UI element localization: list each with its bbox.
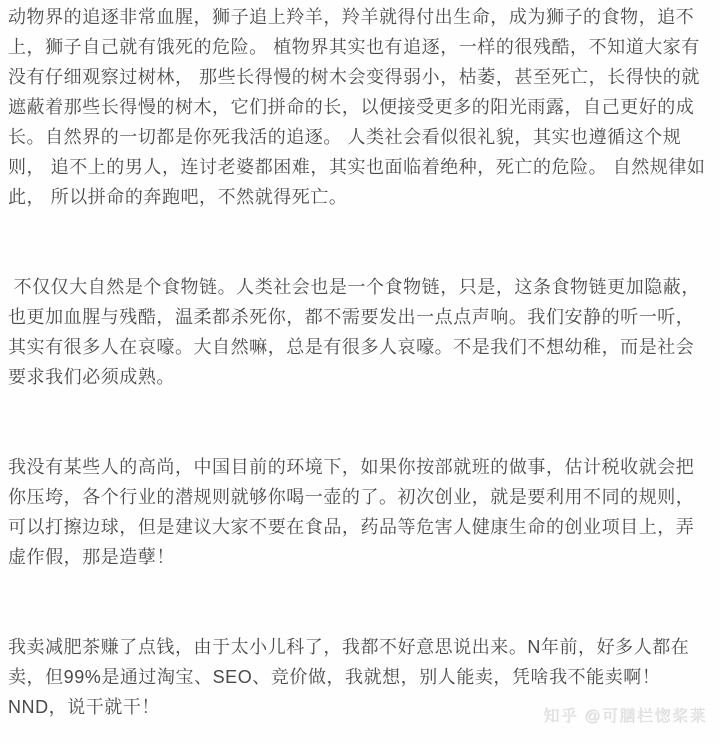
zhihu-watermark [543, 703, 707, 726]
zhihu-brand-label: 知乎 [543, 708, 579, 725]
paragraph-startup-rules: 我没有某些人的高尚，中国目前的环境下，如果你按部就班的做事，估计税收就会把你压垮，各个行业的潜规则就够你喝一壶的了。初次创业，就是要利用不同的规则，可以打擦边球，但是建议大家不要在食品，药品等危害人健康生命的创业项目上，弄虚作假，那是造孽！ [8, 457, 695, 567]
paragraph-diet-tea: 我卖减肥茶赚了点钱，由于太小儿科了，我都不好意思说出来。N年前，好多人都在卖，但99%是通过淘宝、SEO、竞价做，我就想，别人能卖，凭啥我不能卖啊！NND，说干就干！ [8, 637, 690, 717]
watermark-author-handle: @可膳栏惚桨莱 [584, 708, 707, 725]
paragraph-animal-chase: 动物界的追逐非常血腥，狮子追上羚羊，羚羊就得付出生命，成为狮子的食物，追不上，狮子自己就有饿死的危险。 植物界其实也有追逐，一样的很残酷，不知道大家有没有仔细观察过树林， 那些长得慢的树木会变得弱小，枯萎，甚至死亡，长得快的就遮蔽着那些长得慢的树木，它们拼命的长，以便接受更多的阳光雨露，自己更好的成长。自然界的一切都是你死我活的追逐。 人类社会看似很礼貌，其实也遵循这个规则， 追不上的男人，连讨老婆都困难，其实也面临着绝种，死亡的危险。 自然规律如此， 所以拼命的奔跑吧，不然就得死亡。 [8, 7, 706, 207]
paragraph-food-chain: 不仅仅大自然是个食物链。人类社会也是一个食物链，只是，这条食物链更加隐蔽，也更加血腥与残酷，温柔都杀死你，都不需要发出一点点声响。我们安静的听一听，其实有很多人在哀嚎。大自然嘛，总是有很多人哀嚎。不是我们不想幼稚，而是社会要求我们必须成熟。 [8, 277, 700, 387]
